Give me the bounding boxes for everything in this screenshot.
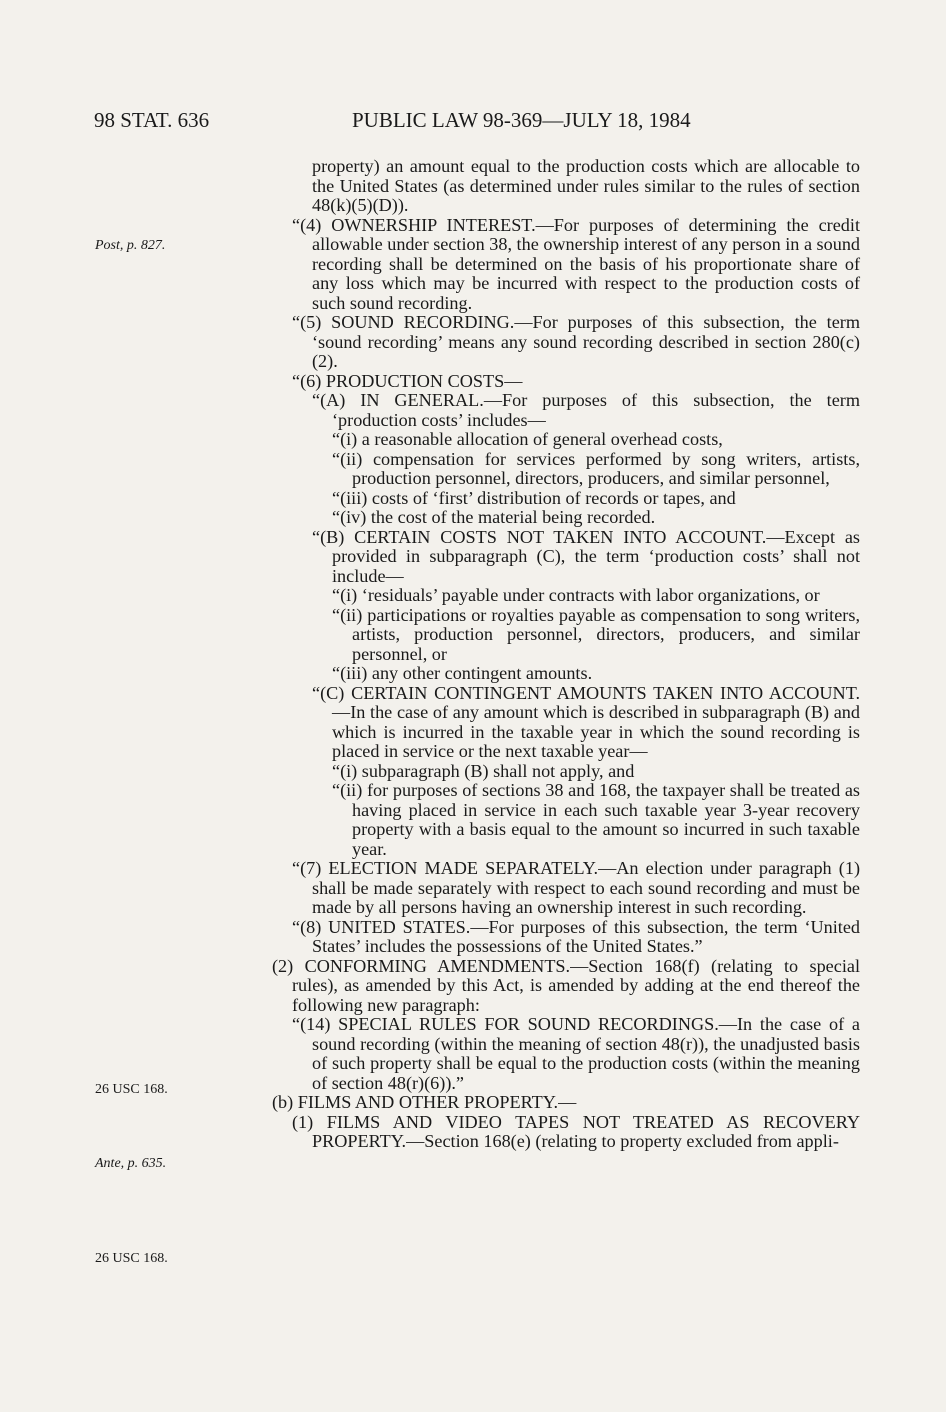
stat-page-number: 98 STAT. 636 bbox=[94, 108, 210, 132]
paragraph-costs-not-taken: “(B) CERTAIN COSTS NOT TAKEN INTO ACCOUNT.—Except as provided in subparagraph (C), the term ‘production costs’ shall not include— bbox=[312, 526, 860, 586]
paragraph-in-general: “(A) IN GENERAL.—For purposes of this subsection, the term ‘production costs’ includes— bbox=[312, 390, 860, 430]
paragraph-contingent-amounts: “(C) CERTAIN CONTINGENT AMOUNTS TAKEN INTO ACCOUNT.—In the case of any amount which is described in subparagraph (B) and which is incurred in the taxable year in which the sound recording is placed in service or the next taxable year— bbox=[312, 682, 860, 761]
margin-note-26usc168-2: 26 USC 168. bbox=[95, 1251, 168, 1266]
paragraph-production-costs: “(6) PRODUCTION COSTS— bbox=[292, 370, 523, 391]
paragraph-ownership-interest: “(4) OWNERSHIP INTEREST.—For purposes of determining the credit allowable under section 38, the ownership interest of any person in a sound recording shall be determined on the basis of his proportionate share of any loss which may be incurred with respect to the production costs of such sound recording. bbox=[292, 214, 861, 313]
clause-participations: “(ii) participations or royalties payable as compensation to song writers, artists, production personnel, directors, producers, and similar personnel, or bbox=[332, 604, 860, 664]
clause-distribution: “(iii) costs of ‘first’ distribution of records or tapes, and bbox=[332, 487, 736, 508]
margin-note-ante: Ante, p. 635. bbox=[95, 1156, 167, 1171]
clause-contingent: “(iii) any other contingent amounts. bbox=[332, 663, 593, 683]
clause-residuals: “(i) ‘residuals’ payable under contracts with labor organizations, or bbox=[332, 585, 820, 605]
paragraph-united-states: “(8) UNITED STATES.—For purposes of this subsection, the term ‘United States’ includes the possessions of the United States.” bbox=[292, 916, 860, 956]
clause-material: “(iv) the cost of the material being recorded. bbox=[332, 507, 656, 527]
public-law-title: PUBLIC LAW 98-369—JULY 18, 1984 bbox=[352, 108, 691, 132]
statute-body bbox=[272, 157, 860, 1152]
clause-compensation: “(ii) compensation for services performed by song writers, artists, production personnel, directors, producers, and similar personnel, bbox=[332, 448, 860, 488]
paragraph-election: “(7) ELECTION MADE SEPARATELY.—An election under paragraph (1) shall be made separately with respect to each sound recording and must be made by all persons having an ownership interest in such recording. bbox=[292, 858, 860, 917]
paragraph-continuation: property) an amount equal to the production costs which are allocable to the United States (as determined under rules similar to the rules of section 48(k)(5)(D)). bbox=[312, 156, 860, 215]
paragraph-films: (b) FILMS AND OTHER PROPERTY.— bbox=[272, 1092, 577, 1112]
paragraph-conforming: (2) CONFORMING AMENDMENTS.—Section 168(f) (relating to special rules), as amended by this Act, is amended by adding at the end thereof the following new paragraph: bbox=[272, 955, 860, 1015]
paragraph-films-video: (1) FILMS AND VIDEO TAPES NOT TREATED AS RECOVERY PROPERTY.—Section 168(e) (relating to property excluded from appli- bbox=[292, 1111, 860, 1151]
paragraph-sound-recording: “(5) SOUND RECORDING.—For purposes of this subsection, the term ‘sound recording’ means any sound recording described in section 280(c)(2). bbox=[292, 312, 860, 371]
clause-overhead: “(i) a reasonable allocation of general overhead costs, bbox=[332, 429, 723, 449]
clause-not-apply: “(i) subparagraph (B) shall not apply, and bbox=[332, 760, 635, 781]
paragraph-special-rules: “(14) SPECIAL RULES FOR SOUND RECORDINGS.—In the case of a sound recording (within the meaning of section 48(r)), the unadjusted basis of such property shall be equal to the production costs (within the meaning of section 48(r)(6)).” bbox=[292, 1014, 860, 1093]
page-header bbox=[94, 108, 854, 138]
margin-note-26usc168: 26 USC 168. bbox=[95, 1082, 168, 1097]
clause-recovery-property: “(ii) for purposes of sections 38 and 168, the taxpayer shall be treated as having placed in service in each such taxable year 3-year recovery property with a basis equal to the amount so incurred in such taxable year. bbox=[332, 780, 860, 859]
margin-note-post: Post, p. 827. bbox=[95, 238, 166, 253]
